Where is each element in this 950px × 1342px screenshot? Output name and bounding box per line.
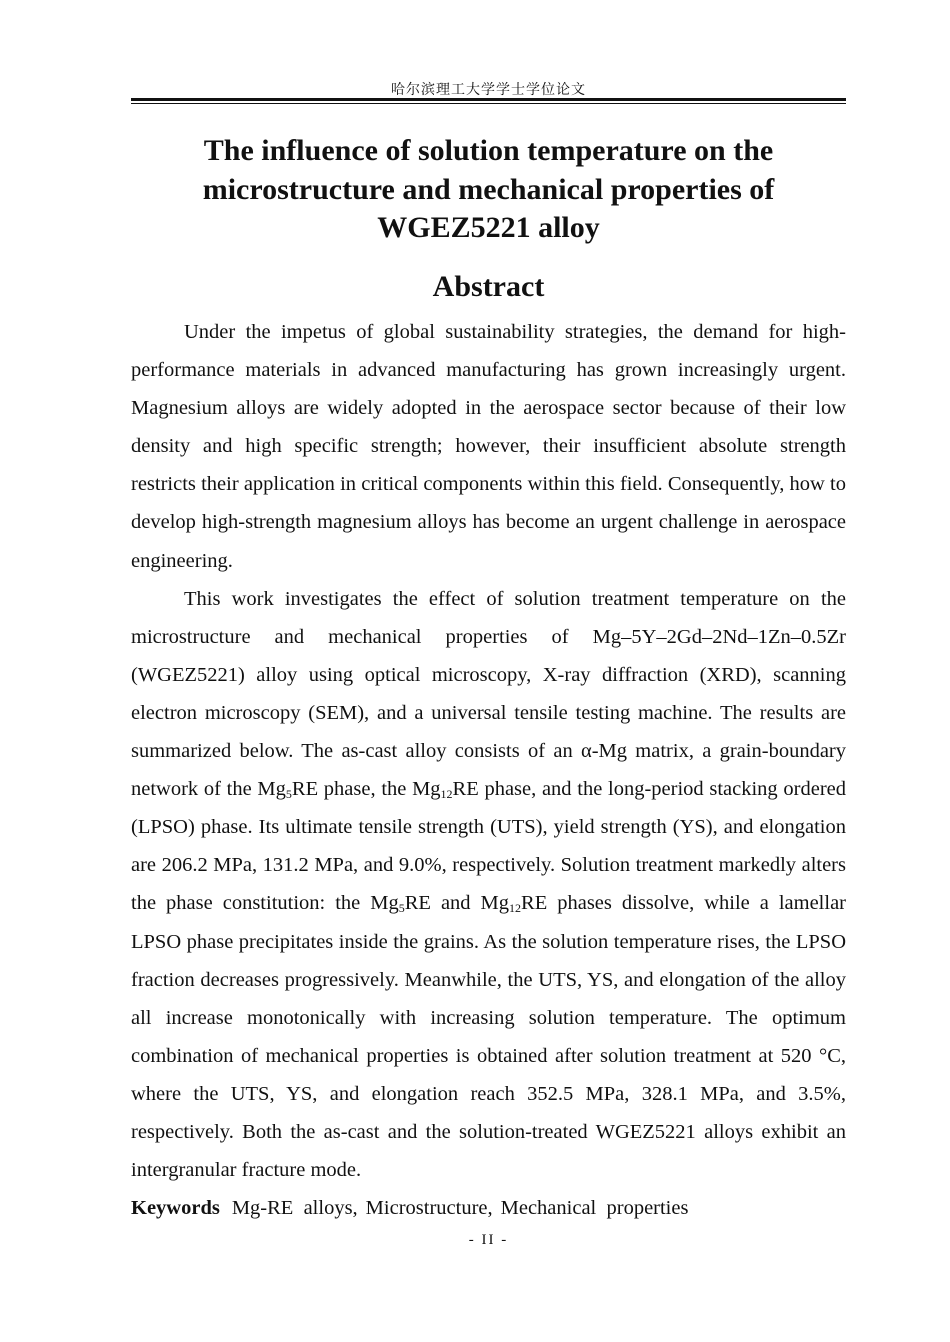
page-number: - II - [468, 1232, 509, 1248]
abstract-paragraph-2 [131, 580, 846, 1190]
keywords-label: Keywords [131, 1197, 220, 1220]
header-rule-thin [131, 103, 846, 104]
thesis-title [131, 132, 846, 248]
paragraph-2-text-3: RE phase, and the long-period stacking ordered (LPSO) phase. Its ultimate tensile strength (UTS), yield strength (YS), and elongation are 206.2 MPa, 131.2 MPa, and 9.0%, respectively. Solution treatment markedly alters the phase constitution: the Mg [131, 778, 846, 915]
keywords-line [131, 1189, 846, 1227]
abstract-heading: Abstract [432, 270, 545, 303]
paragraph-2-text-2: RE phase, the Mg [291, 778, 441, 801]
paragraph-2-text-4: RE and Mg [404, 892, 510, 915]
subscript-5: 5 [285, 787, 292, 802]
abstract-paragraph-1: Under the impetus of global sustainability strategies, the demand for high-performance materials in advanced manufacturing has grown increasingly urgent. Magnesium alloys are widely adopted in the aerospace sector because of their low density and high specific strength; however, their insufficient absolute strength restricts their application in critical components within this field. Consequently, how to develop high-strength magnesium alloys has become an urgent challenge in aerospace engineering. [131, 321, 846, 572]
abstract-body [131, 313, 846, 1227]
paragraph-2-text-1: This work investigates the effect of solution treatment temperature on the microstructure and mechanical properties of Mg–5Y–2Gd–2Nd–1Zn–0.5Zr (WGEZ5221) alloy using optical microscopy, X-ray diffraction (XRD), scanning electron microscopy (SEM), and a universal tensile testing machine. The results are summarized below. The as-cast alloy consists of an α-Mg matrix, a grain-boundary network of the Mg [131, 587, 846, 801]
subscript-5: 5 [398, 901, 405, 916]
running-header: 哈尔滨理工大学学士学位论文 [391, 82, 586, 98]
subscript-12: 12 [509, 901, 522, 916]
subscript-12: 12 [440, 787, 453, 802]
title-line-2: microstructure and mechanical properties of [202, 172, 775, 206]
keyword-item: Microstructure, [365, 1197, 493, 1220]
keyword-item: Mechanical properties [500, 1197, 689, 1220]
title-line-1: The influence of solution temperature on the [203, 134, 774, 167]
paragraph-2-text-5: RE phases dissolve, while a lamellar LPSO phase precipitates inside the grains. As the solution temperature rises, the LPSO fraction decreases progressively. Meanwhile, the UTS, YS, and elongation of the alloy all increase monotonically with increasing solution temperature. The optimum combination of mechanical properties is obtained after solution treatment at 520 °C, where the UTS, YS, and elongation reach 352.5 MPa, 328.1 MPa, and 3.5%, respectively. Both the as-cast and the solution-treated WGEZ5221 alloys exhibit an intergranular fracture mode. [131, 892, 846, 1182]
header-rule-thick [131, 98, 846, 101]
keyword-item: Mg-RE alloys, [231, 1197, 358, 1220]
title-line-3: WGEZ5221 alloy [377, 211, 600, 244]
